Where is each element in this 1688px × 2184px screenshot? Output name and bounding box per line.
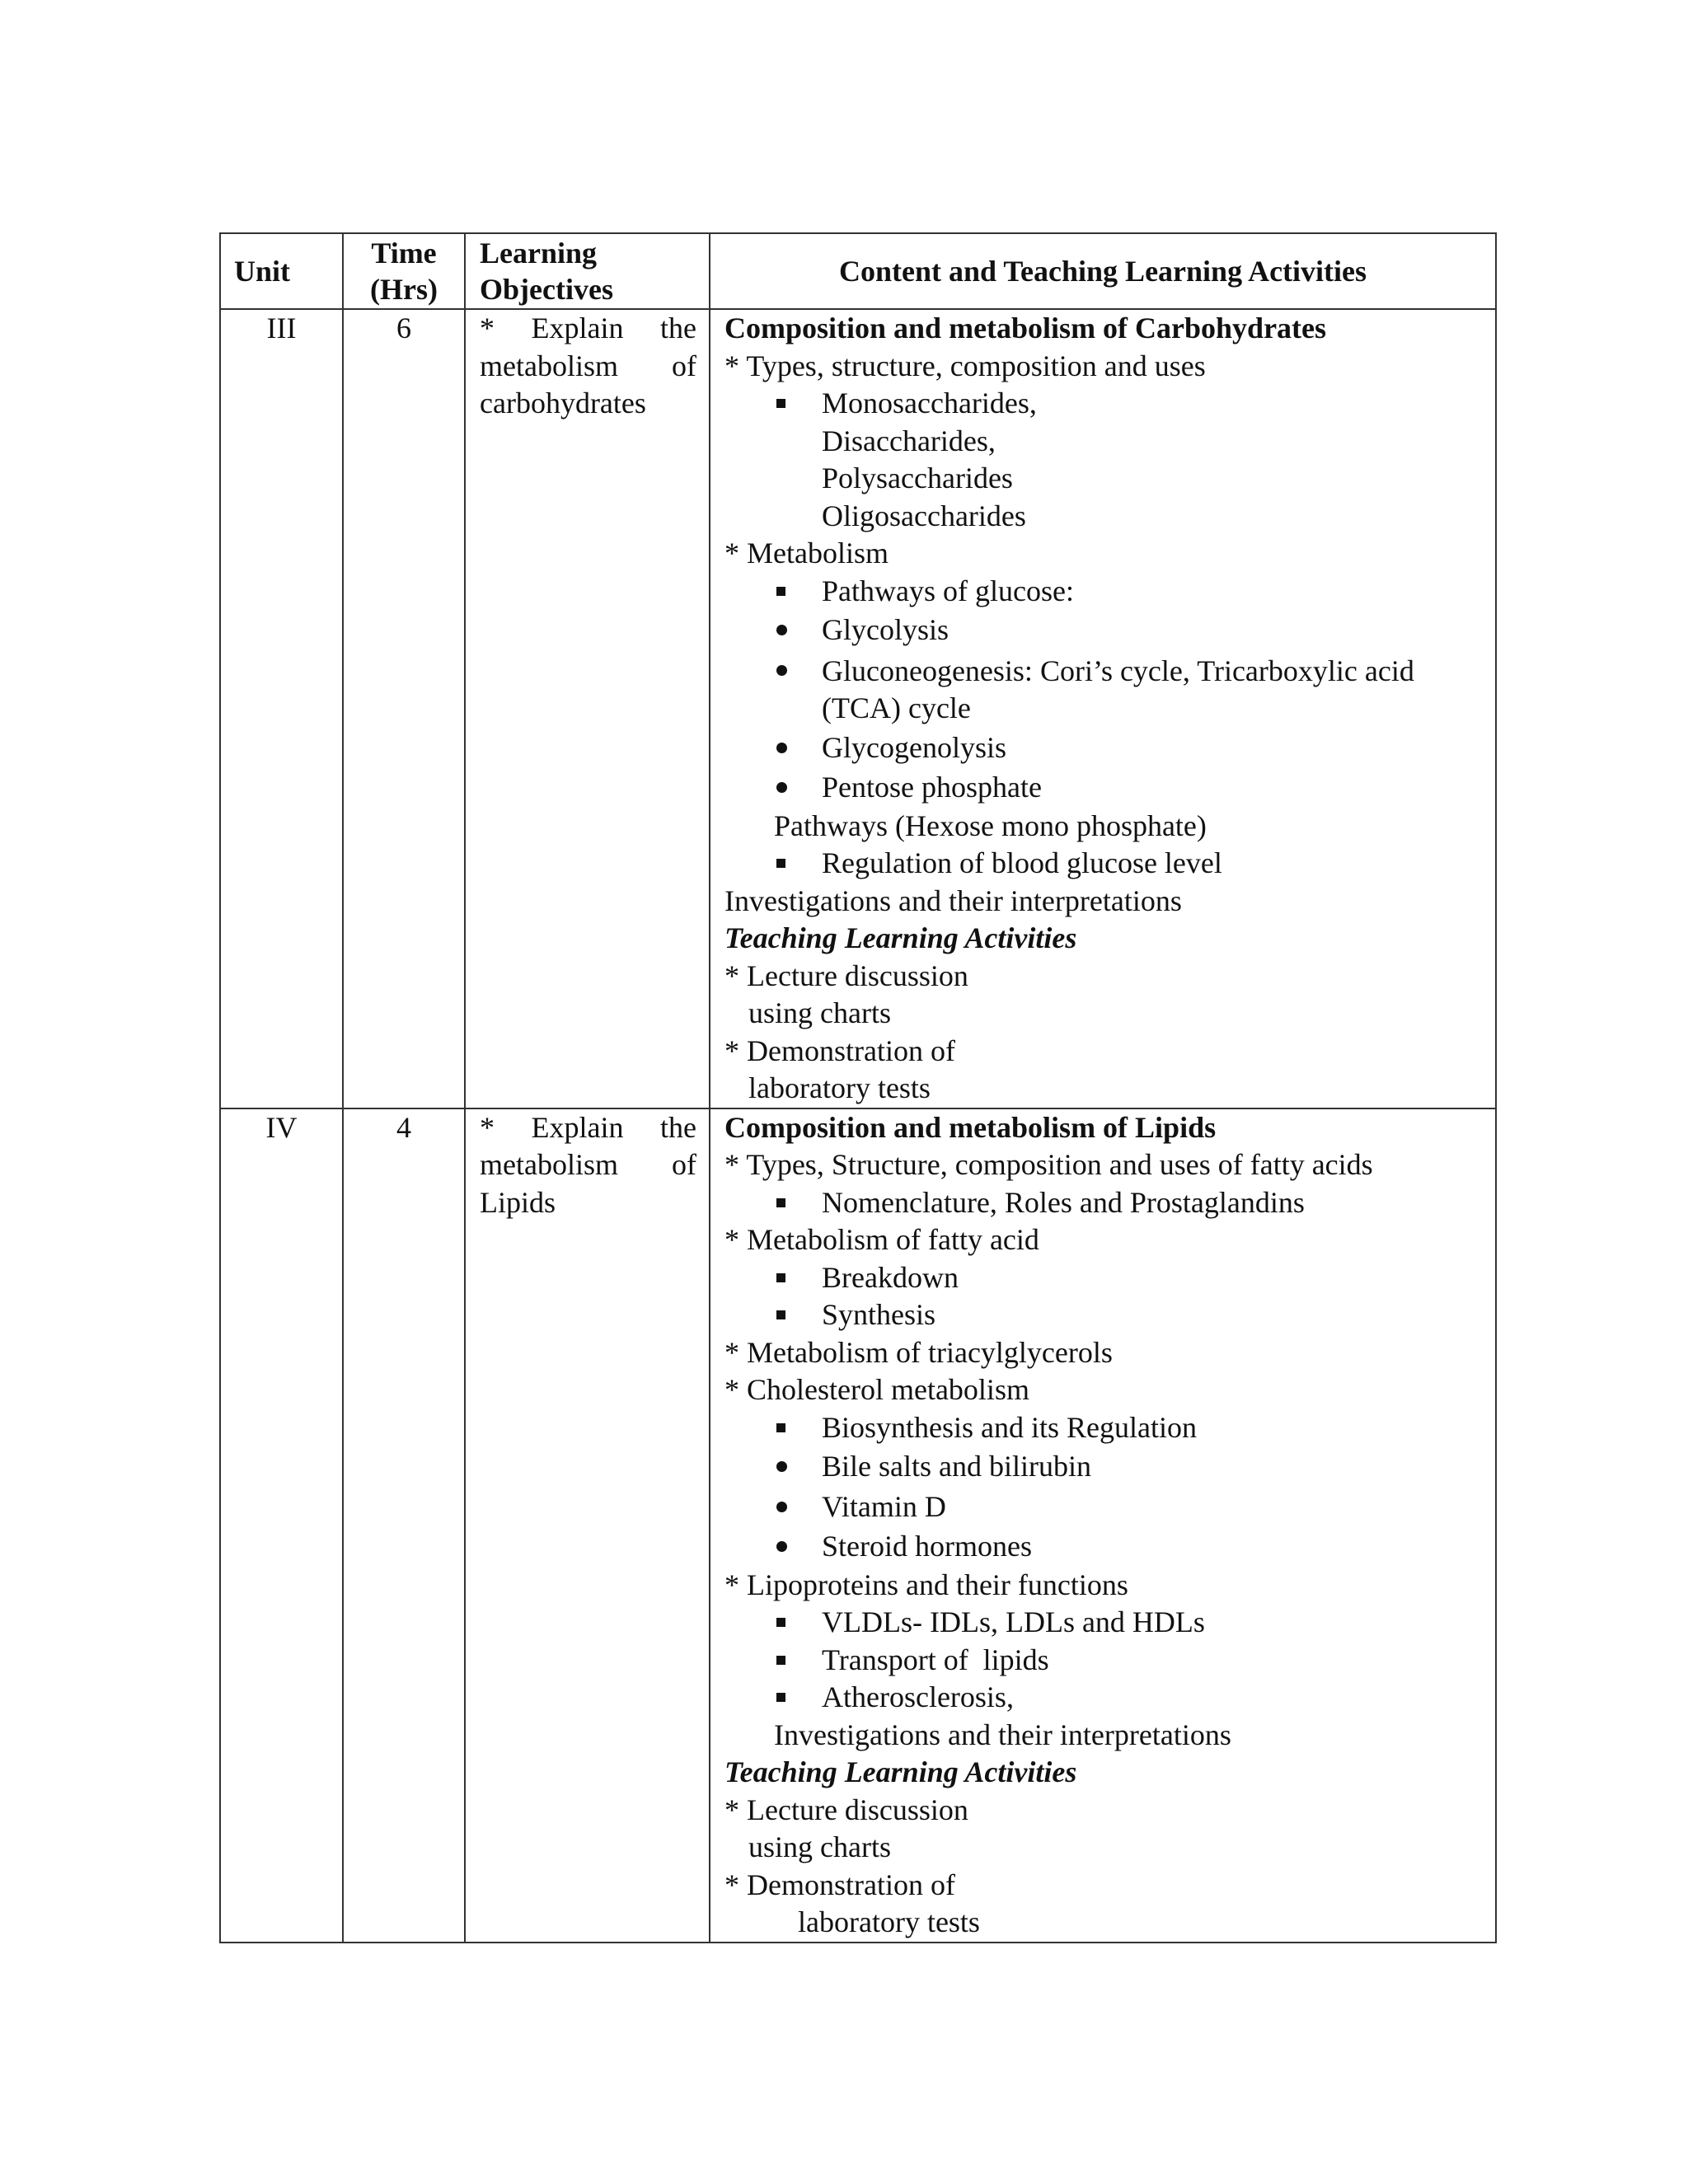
- table-row-unit-iii: [220, 309, 1496, 1108]
- tla-item-continued: laboratory tests: [798, 1905, 980, 1938]
- round-bullet-icon: [774, 1446, 794, 1486]
- list-item: Synthesis: [724, 1296, 1487, 1334]
- tla-item: * Lecture discussion: [724, 1793, 968, 1826]
- table-row-unit-iv: [220, 1108, 1496, 1943]
- header-objectives: [465, 233, 710, 309]
- list-item: Pathways of glucose:: [724, 573, 1487, 611]
- header-time: [343, 233, 465, 309]
- topic-heading: * Lipoproteins and their functions: [724, 1568, 1128, 1601]
- section-title: Composition and metabolism of Lipids: [724, 1110, 1217, 1144]
- square-bullet-icon: [774, 1259, 794, 1296]
- square-bullet-icon: [774, 1679, 794, 1716]
- objective-line: * Explain the: [480, 312, 696, 344]
- tla-item-continued: using charts: [748, 1830, 891, 1863]
- header-unit: Unit: [220, 233, 343, 309]
- list-item-continued: Pathways (Hexose mono phosphate): [774, 808, 1207, 842]
- list-item: Gluconeogenesis: Cori’s cycle, Tricarboxylic acid (TCA) cycle: [724, 650, 1487, 728]
- list-item: Monosaccharides,: [724, 385, 1487, 423]
- objective-line: carbohydrates: [480, 387, 646, 419]
- list-item-continued: Polysaccharides: [822, 462, 1013, 494]
- square-bullet-icon: [774, 1184, 794, 1221]
- round-bullet-icon: [774, 1487, 794, 1526]
- tla-heading: Teaching Learning Activities: [724, 921, 1077, 954]
- header-content: Content and Teaching Learning Activities: [710, 233, 1496, 309]
- header-objectives-line1: Learning: [480, 237, 598, 269]
- square-bullet-icon: [774, 1642, 794, 1679]
- objective-line: metabolism of: [480, 1148, 696, 1181]
- square-bullet-icon: [774, 1604, 794, 1641]
- list-item: Steroid hormones: [724, 1526, 1487, 1567]
- investigations-text: Investigations and their interpretations: [774, 1718, 1231, 1751]
- tla-item: * Demonstration of: [724, 1868, 955, 1901]
- objective-cell: [465, 309, 710, 1108]
- unit-cell: IV: [220, 1108, 343, 1943]
- list-item-continued: Disaccharides,: [822, 424, 996, 457]
- topic-heading: * Types, structure, composition and uses: [724, 349, 1206, 382]
- tla-heading: Teaching Learning Activities: [724, 1755, 1077, 1788]
- objective-line: Lipids: [480, 1185, 556, 1219]
- square-bullet-icon: [774, 845, 794, 882]
- list-item: Nomenclature, Roles and Prostaglandins: [724, 1184, 1487, 1222]
- table-header-row: [220, 233, 1496, 309]
- unit-cell: III: [220, 309, 343, 1108]
- list-item: Glycolysis: [724, 610, 1487, 650]
- topic-heading: * Metabolism of fatty acid: [724, 1223, 1039, 1256]
- tla-item-continued: using charts: [748, 996, 891, 1029]
- header-objectives-line2: Objectives: [480, 273, 613, 306]
- tla-item: * Lecture discussion: [724, 958, 968, 992]
- header-time-line1: Time: [371, 237, 437, 269]
- topic-heading: * Metabolism of triacylglycerols: [724, 1335, 1113, 1369]
- list-item: Transport of lipids: [724, 1642, 1487, 1680]
- round-bullet-icon: [774, 610, 794, 649]
- header-time-line2: (Hrs): [370, 273, 438, 306]
- list-item: Pentose phosphate: [724, 767, 1487, 808]
- time-cell: 6: [343, 309, 465, 1108]
- section-title: Composition and metabolism of Carbohydrates: [724, 312, 1327, 344]
- list-item: Biosynthesis and its Regulation: [724, 1409, 1487, 1447]
- list-item-continued: Oligosaccharides: [822, 499, 1026, 532]
- topic-heading: * Metabolism: [724, 537, 889, 569]
- content-cell: [710, 309, 1496, 1108]
- square-bullet-icon: [774, 573, 794, 610]
- list-item: Glycogenolysis: [724, 728, 1487, 768]
- tla-item: * Demonstration of: [724, 1033, 955, 1067]
- list-item: VLDLs- IDLs, LDLs and HDLs: [724, 1604, 1487, 1642]
- objective-cell: [465, 1108, 710, 1943]
- investigations-text: Investigations and their interpretations: [724, 883, 1182, 917]
- square-bullet-icon: [774, 385, 794, 422]
- topic-heading: * Types, Structure, composition and uses of fatty acids: [724, 1148, 1373, 1181]
- list-item: Atherosclerosis,: [724, 1679, 1487, 1717]
- list-item: Vitamin D: [724, 1487, 1487, 1527]
- list-item: Regulation of blood glucose level: [724, 845, 1487, 883]
- time-cell: 4: [343, 1108, 465, 1943]
- square-bullet-icon: [774, 1296, 794, 1333]
- tla-item-continued: laboratory tests: [748, 1071, 931, 1104]
- syllabus-table: [219, 232, 1497, 1943]
- square-bullet-icon: [774, 1409, 794, 1446]
- round-bullet-icon: [774, 650, 794, 690]
- objective-line: * Explain the: [480, 1110, 696, 1144]
- list-item: Bile salts and bilirubin: [724, 1446, 1487, 1487]
- content-cell: [710, 1108, 1496, 1943]
- round-bullet-icon: [774, 1526, 794, 1566]
- list-item: Breakdown: [724, 1259, 1487, 1297]
- round-bullet-icon: [774, 767, 794, 807]
- round-bullet-icon: [774, 728, 794, 767]
- objective-line: metabolism of: [480, 349, 696, 382]
- topic-heading: * Cholesterol metabolism: [724, 1373, 1029, 1406]
